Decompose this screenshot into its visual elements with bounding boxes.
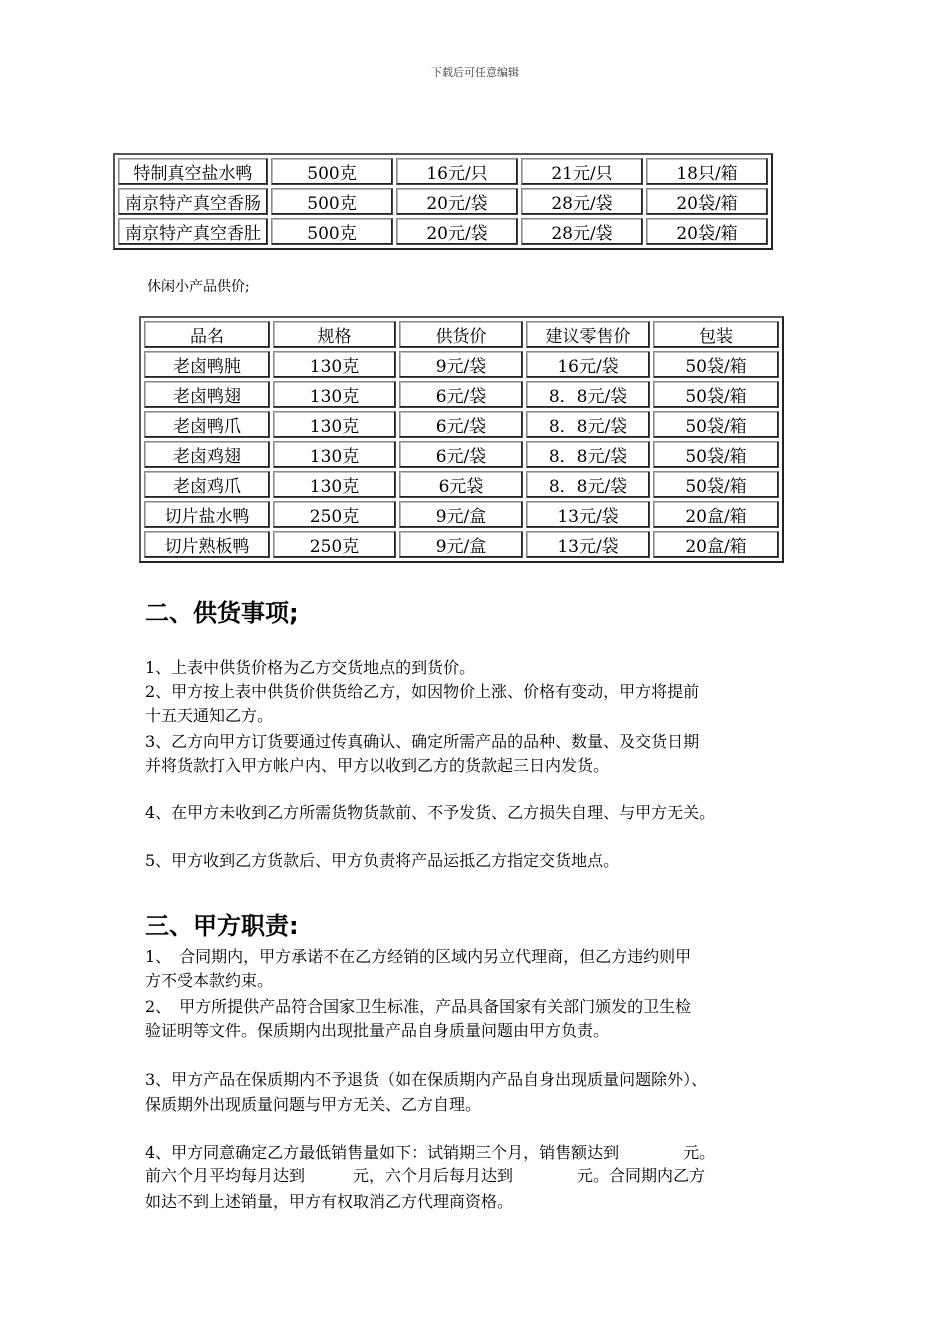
table-cell: 500克 xyxy=(271,158,393,185)
table-cell: 20袋/箱 xyxy=(646,218,768,245)
table-cell: 20元/袋 xyxy=(396,218,518,245)
table-row xyxy=(144,351,779,378)
table-cell: 50袋/箱 xyxy=(653,381,779,408)
table-cell: 500克 xyxy=(271,218,393,245)
section2-item: 4、在甲方未收到乙方所需货物货款前、不予发货、乙方损失自理、与甲方无关。 xyxy=(145,803,716,822)
table-row xyxy=(144,471,779,498)
table-cell: 6元/袋 xyxy=(399,411,523,438)
table-cell: 特制真空盐水鸭 xyxy=(118,158,268,185)
table-row xyxy=(118,188,768,215)
table-cell: 9元/袋 xyxy=(399,351,523,378)
table-cell: 老卤鸭翅 xyxy=(144,381,270,408)
table-cell: 9元/盒 xyxy=(399,531,523,558)
table-row xyxy=(144,381,779,408)
table-cell: 50袋/箱 xyxy=(653,441,779,468)
section2-item: 1、上表中供货价格为乙方交货地点的到货价。 xyxy=(145,658,476,677)
table-header-cell: 品名 xyxy=(144,321,270,348)
section2-item: 2、甲方按上表中供货价供货给乙方，如因物价上涨、价格有变动，甲方将提前 xyxy=(145,682,700,701)
table-header-cell: 规格 xyxy=(273,321,396,348)
table-cell: 130克 xyxy=(273,471,396,498)
section3-item: 如达不到上述销量，甲方有权取消乙方代理商资格。 xyxy=(145,1192,514,1211)
section2-item: 并将货款打入甲方帐户内、甲方以收到乙方的货款起三日内发货。 xyxy=(145,756,610,775)
section2-item: 5、甲方收到乙方货款后、甲方负责将产品运抵乙方指定交货地点。 xyxy=(145,851,620,870)
table-cell: 20盒/箱 xyxy=(653,531,779,558)
table-header-cell: 建议零售价 xyxy=(526,321,650,348)
table-cell: 16元/袋 xyxy=(526,351,650,378)
table-cell: 老卤鸡爪 xyxy=(144,471,270,498)
table-cell: 6元袋 xyxy=(399,471,523,498)
table-cell: 28元/袋 xyxy=(521,218,643,245)
section3-item: 1、 合同期内，甲方承诺不在乙方经销的区域内另立代理商，但乙方违约则甲 xyxy=(145,947,692,966)
table-cell: 8．8元/袋 xyxy=(526,411,650,438)
table-row xyxy=(144,501,779,528)
snack-price-label: 休闲小产品供价; xyxy=(147,279,250,295)
table-cell: 9元/盒 xyxy=(399,501,523,528)
section3-item: 方不受本款约束。 xyxy=(145,971,274,990)
table-cell: 切片盐水鸭 xyxy=(144,501,270,528)
table-cell: 20盒/箱 xyxy=(653,501,779,528)
section3-item: 4、甲方同意确定乙方最低销售量如下：试销期三个月，销售额达到 元。 xyxy=(145,1143,716,1162)
table-cell: 13元/袋 xyxy=(526,531,650,558)
table-cell: 130克 xyxy=(273,351,396,378)
table-cell: 老卤鸭肫 xyxy=(144,351,270,378)
table-row xyxy=(118,218,768,245)
table-row xyxy=(144,411,779,438)
table-header-cell: 供货价 xyxy=(399,321,523,348)
table-cell: 南京特产真空香肠 xyxy=(118,188,268,215)
section2-item: 3、乙方向甲方订货要通过传真确认、确定所需产品的品种、数量、及交货日期 xyxy=(145,732,700,751)
table-cell: 50袋/箱 xyxy=(653,411,779,438)
table-cell: 130克 xyxy=(273,381,396,408)
section3-item: 3、甲方产品在保质期内不予退货（如在保质期内产品自身出现质量问题除外）、 xyxy=(145,1070,708,1089)
table-cell: 16元/只 xyxy=(396,158,518,185)
section3-item: 验证明等文件。保质期内出现批量产品自身质量问题由甲方负责。 xyxy=(145,1021,610,1040)
section3-item: 2、 甲方所提供产品符合国家卫生标准，产品具备国家有关部门颁发的卫生检 xyxy=(145,997,692,1016)
table-cell: 130克 xyxy=(273,411,396,438)
table-cell: 20元/袋 xyxy=(396,188,518,215)
snack-price-table xyxy=(139,316,784,563)
table-cell: 6元/袋 xyxy=(399,441,523,468)
table-cell: 8．8元/袋 xyxy=(526,441,650,468)
table-row xyxy=(144,531,779,558)
table-row xyxy=(118,158,768,185)
table-header-cell: 包装 xyxy=(653,321,779,348)
table-cell: 8．8元/袋 xyxy=(526,381,650,408)
table-cell: 250克 xyxy=(273,501,396,528)
table-cell: 21元/只 xyxy=(521,158,643,185)
table-cell: 20袋/箱 xyxy=(646,188,768,215)
table-cell: 切片熟板鸭 xyxy=(144,531,270,558)
table-row xyxy=(144,441,779,468)
table-cell: 50袋/箱 xyxy=(653,471,779,498)
section3-item: 前六个月平均每月达到 元，六个月后每月达到 元。合同期内乙方 xyxy=(145,1166,706,1185)
section3-item: 保质期外出现质量问题与甲方无关、乙方自理。 xyxy=(145,1095,482,1114)
section2-title: 二、供货事项; xyxy=(145,599,299,627)
table-cell: 南京特产真空香肚 xyxy=(118,218,268,245)
table-cell: 老卤鸡翅 xyxy=(144,441,270,468)
table-cell: 18只/箱 xyxy=(646,158,768,185)
table-cell: 130克 xyxy=(273,441,396,468)
page-header-note: 下载后可任意编辑 xyxy=(431,66,519,79)
table-cell: 老卤鸭爪 xyxy=(144,411,270,438)
product-price-table-top xyxy=(113,153,773,250)
table-cell: 8．8元/袋 xyxy=(526,471,650,498)
table-cell: 28元/袋 xyxy=(521,188,643,215)
section2-item: 十五天通知乙方。 xyxy=(145,706,274,725)
table-cell: 250克 xyxy=(273,531,396,558)
table-cell: 6元/袋 xyxy=(399,381,523,408)
table-cell: 500克 xyxy=(271,188,393,215)
table-cell: 50袋/箱 xyxy=(653,351,779,378)
section3-title: 三、甲方职责: xyxy=(145,912,299,940)
table-cell: 13元/袋 xyxy=(526,501,650,528)
table-header-row xyxy=(144,321,779,348)
